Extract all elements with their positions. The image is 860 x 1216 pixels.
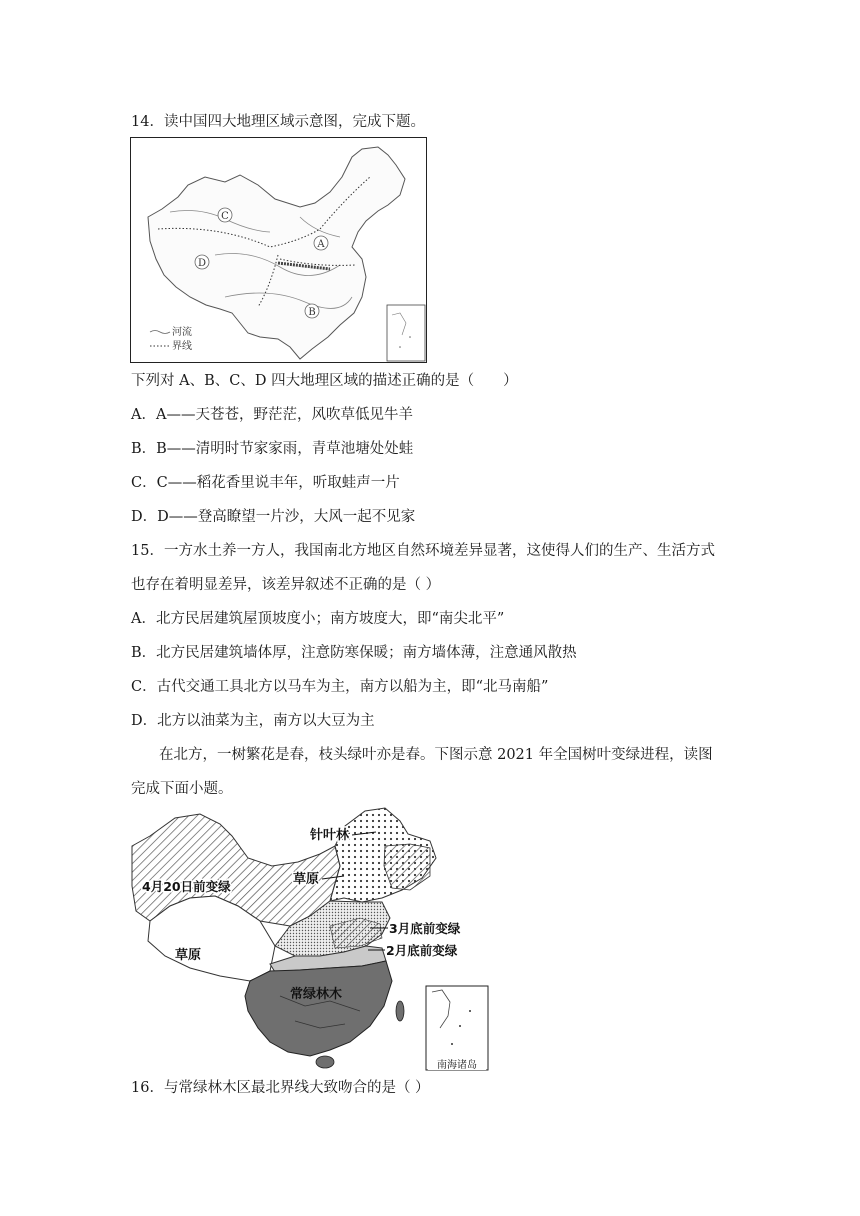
- passage-line2: 完成下面小题。: [131, 781, 233, 797]
- q14-option-c: C．C——稻花香里说丰年，听取蛙声一片: [131, 475, 400, 491]
- label-before-apr20: 4月20日前变绿: [142, 879, 231, 894]
- label-grassland-w: 草原: [175, 948, 202, 963]
- label-evergreen: 常绿林木: [290, 987, 343, 1002]
- q14-option-b: B．B——清明时节家家雨，青草池塘处处蛙: [131, 441, 414, 457]
- label-end-mar: 3月底前变绿: [389, 921, 461, 936]
- label-a: A: [317, 239, 325, 250]
- q14-option-d: D．D——登高瞭望一片沙，大风一起不见家: [131, 509, 416, 525]
- label-d: D: [197, 258, 207, 269]
- label-south-sea: 南海诸岛: [437, 1060, 477, 1071]
- q15-option-a: A．北方民居建筑屋顶坡度小；南方坡度大，即“南尖北平”: [131, 611, 505, 627]
- q15-stem-line2: 也存在着明显差异，该差异叙述不正确的是（ ）: [131, 577, 441, 593]
- label-grassland-ne: 草原: [293, 872, 320, 887]
- legend-boundary: 界线: [172, 341, 192, 352]
- q14-option-a: A．A——天苍苍，野茫茫，风吹草低见牛羊: [131, 407, 413, 423]
- q15-option-c: C．古代交通工具北方以马车为主，南方以船为主，即“北马南船”: [131, 679, 549, 695]
- passage-line1: 在北方，一树繁花是春，枝头绿叶亦是春。下图示意 2021 年全国树叶变绿进程，读图: [159, 747, 713, 763]
- q15-stem-line1: 15．一方水土养一方人，我国南北方地区自然环境差异显著，这使得人们的生产、生活方式: [131, 543, 715, 559]
- label-conifer: 针叶林: [310, 828, 350, 843]
- region-map: [130, 137, 427, 363]
- q16-stem: 16．与常绿林木区最北界线大致吻合的是（ ）: [131, 1080, 430, 1096]
- q14-question: 下列对 A、B、C、D 四大地理区域的描述正确的是（ ）: [131, 373, 518, 389]
- label-c: C: [221, 211, 229, 222]
- q15-option-d: D．北方以油菜为主，南方以大豆为主: [131, 713, 375, 729]
- label-end-feb: 2月底前变绿: [386, 943, 458, 958]
- legend-river: 河流: [172, 327, 192, 338]
- label-b: B: [308, 307, 316, 318]
- greening-map: [130, 806, 492, 1072]
- q14-stem: 14．读中国四大地理区域示意图，完成下题。: [131, 114, 425, 130]
- q15-option-b: B．北方民居建筑墙体厚，注意防寒保暖；南方墙体薄，注意通风散热: [131, 645, 577, 661]
